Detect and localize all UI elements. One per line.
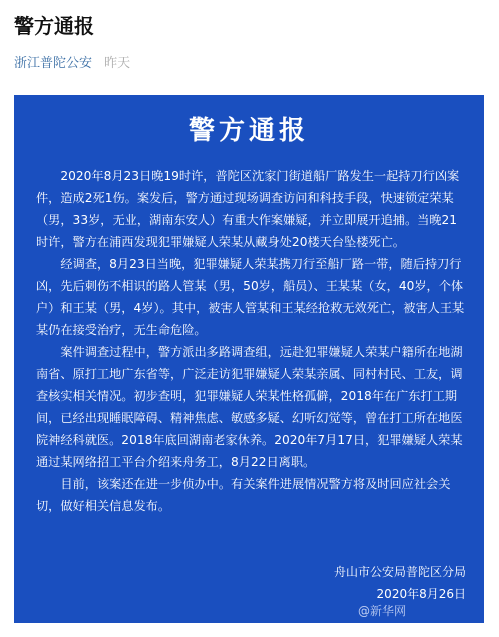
- notice-paragraph: 经调查，8月23日当晚，犯罪嫌疑人荣某携刀行至船厂路一带，随后持刀行凶，先后刺伤不相识的路人管某（男，50岁，船员）、王某某（女，40岁，个体户）和王某（男，4岁）。其中，被害人管某和王某经抢救无效死亡，被害人王某某仍在接受治疗，无生命危险。: [36, 257, 465, 337]
- author-link[interactable]: 浙江普陀公安: [14, 56, 93, 71]
- issuer: 舟山市公安局普陀区分局: [333, 565, 466, 579]
- notice-image: [14, 95, 484, 623]
- watermark: @新华网: [357, 604, 406, 618]
- notice-body: [36, 165, 466, 517]
- notice-heading: 警方通报: [188, 116, 309, 146]
- notice-paragraph: 2020年8月23日晚19时许，普陀区沈家门街道船厂路发生一起持刀行凶案件，造成2死1伤。案发后，警方通过现场调查访问和科技手段，快速锁定荣某（男，33岁，无业，湖南东安人）有重大作案嫌疑，并立即展开追捕。当晚21时许，警方在浦西发现犯罪嫌疑人荣某从藏身处20楼天台坠楼死亡。: [36, 169, 460, 249]
- post-meta: [14, 52, 130, 71]
- notice-paragraph: 案件调查过程中，警方派出多路调查组，远赴犯罪嫌疑人荣某户籍所在地湖南省、原打工地广东省等，广泛走访犯罪嫌疑人荣某亲属、同村村民、工友，调查核实相关情况。初步查明，犯罪嫌疑人荣某性格孤僻，2018年在广东打工期间，已经出现睡眠障碍、精神焦虑、敏感多疑、幻听幻觉等，曾在打工所在地医院神经科就医。2018年底回湖南老家休养。2020年7月17日，犯罪嫌疑人荣某通过某网络招工平台介绍来舟务工，8月22日离职。: [36, 345, 463, 469]
- notice-paragraph: 目前，该案还在进一步侦办中。有关案件进展情况警方将及时回应社会关切，做好相关信息发布。: [36, 477, 451, 513]
- notice-signature: [334, 561, 466, 605]
- issue-date: 2020年8月26日: [376, 587, 466, 601]
- page-title: 警方通报: [14, 14, 94, 38]
- post-time: 昨天: [104, 56, 131, 71]
